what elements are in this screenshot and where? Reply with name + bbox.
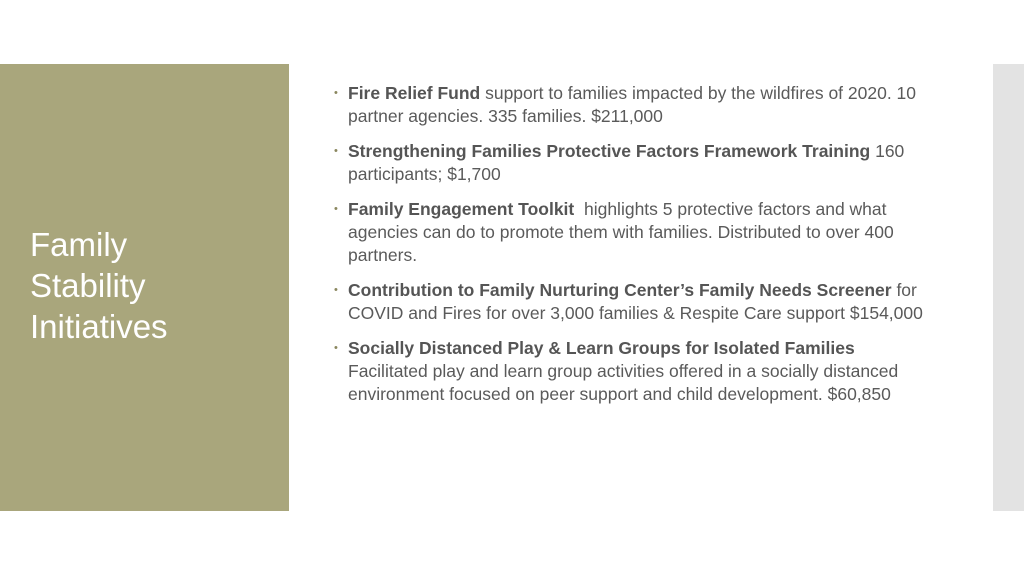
bullet-item-play-learn-groups [333,337,933,406]
bullet-item-family-engagement-toolkit [333,198,933,267]
bullet-item-family-needs-screener [333,279,933,325]
bullet-dot-icon: • [334,145,338,157]
slide-title-line-2: Stability [30,267,146,304]
bullet-item-fire-relief-fund [333,82,933,128]
bullet-dot-icon: • [334,87,338,99]
bullet-heading: Family Engagement Toolkit [348,199,575,219]
right-accent-bar [993,64,1024,511]
bullet-text: support to families impacted by the wildfires of 2020. 10 partner agencies. 335 families. $211,000 [348,83,917,126]
bullet-heading: Strengthening Families Protective Factors Framework Training [348,141,871,161]
slide-title-line-3: Initiatives [30,308,168,345]
slide-title [30,224,280,347]
slide-title-line-1: Family [30,226,128,263]
bullet-text: highlights 5 protective factors and what agencies can do to promote them with families. Distributed to over 400 partners. [348,199,899,265]
bullet-dot-icon: • [334,284,338,296]
bullet-list [333,82,933,418]
bullet-text: 160 participants; $1,700 [348,141,905,184]
bullet-dot-icon: • [334,342,338,354]
bullet-text: for COVID and Fires for over 3,000 families & Respite Care support $154,000 [348,280,923,323]
bullet-dot-icon: • [334,203,338,215]
bullet-text: Facilitated play and learn group activities offered in a socially distanced environment focused on peer support and child development. $60,850 [348,361,899,404]
bullet-heading: Fire Relief Fund [348,83,481,103]
bullet-item-protective-factors-training [333,140,933,186]
bullet-heading: Contribution to Family Nurturing Center’s Family Needs Screener [348,280,892,300]
bullet-heading: Socially Distanced Play & Learn Groups for Isolated Families [348,338,855,358]
